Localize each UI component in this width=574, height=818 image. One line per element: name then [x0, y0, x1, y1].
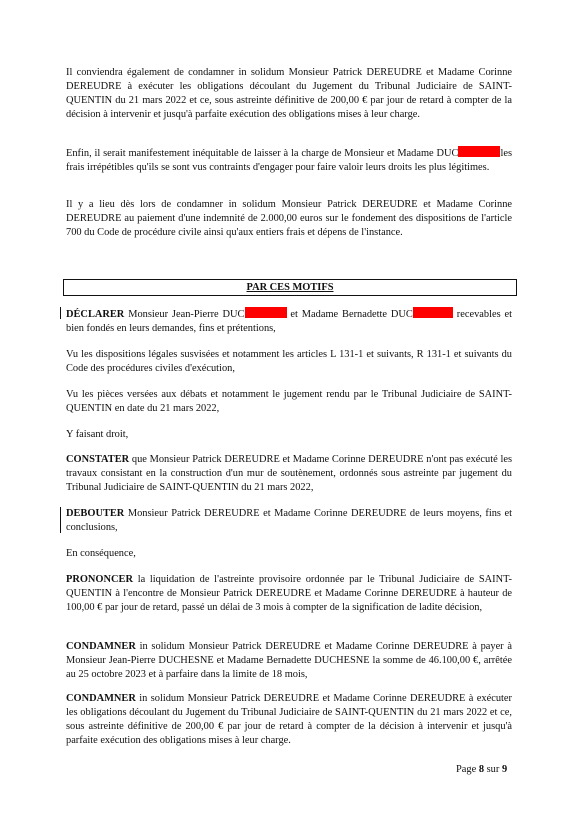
paragraph-prononcer: PRONONCER la liquidation de l'astreinte provisoire ordonnée par le Tribunal Judiciaire de SAINT-QUENTIN à l'encontre de Monsieur Patrick DEREUDRE et Madame Corinne DEREUDRE à hauteur de 100,00 € par jour de retard, passé un délai de 3 mois à compter de la signification de ladite décision,	[66, 574, 512, 613]
redaction-block	[245, 307, 287, 318]
paragraph-constater: CONSTATER que Monsieur Patrick DEREUDRE et Madame Corinne DEREUDRE n'ont pas exécuté les travaux consistant en la construction d'un mur de soutènement, ordonnés sous astreinte par jugement du Tribunal Judiciaire de SAINT-QUENTIN du 21 mars 2022,	[66, 454, 512, 493]
paragraph-condamner-execution: CONDAMNER in solidum Monsieur Patrick DEREUDRE et Madame Corinne DEREUDRE à exécuter les obligations découlant du Jugement du Tribunal Judiciaire de SAINT-QUENTIN du 21 mars 2022 et ce, sous astreinte définitive de 200,00 € par jour de retard à compter de la décision à intervenir et jusqu'à parfaite exécution des obligations mises à leur charge.	[66, 693, 512, 746]
paragraph-declarer: DÉCLARER Monsieur Jean-Pierre DUC et Madame Bernadette DUC recevables et bien fondés en leurs demandes, fins et prétentions,	[66, 309, 512, 334]
paragraph-condamner-paiement: CONDAMNER in solidum Monsieur Patrick DEREUDRE et Madame Corinne DEREUDRE à payer à Monsieur Jean-Pierre DUCHESNE et Madame Bernadette DUCHESNE la somme de 46.100,00 €, arrêtée au 25 octobre 2023 et à parfaire dans la limite de 18 mois,	[66, 641, 512, 680]
paragraph-condamnation-execution: Il conviendra également de condamner in solidum Monsieur Patrick DEREUDRE et Madame Corinne DEREUDRE à exécuter les obligations découlant du Jugement du Tribunal Judiciaire de SAINT-QUENTIN du 21 mars 2022 et ce, sous astreinte définitive de 200,00 € par jour de retard à compter de la décision à intervenir et jusqu'à parfaite exécution des obligations mises à leur charge.	[66, 67, 512, 120]
par-ces-motifs-heading: PAR CES MOTIFS	[63, 279, 517, 296]
paragraph-debouter: DEBOUTER Monsieur Patrick DEREUDRE et Madame Corinne DEREUDRE de leurs moyens, fins et conclusions,	[66, 508, 512, 533]
redaction-block	[413, 307, 453, 318]
margin-bar	[60, 507, 61, 533]
paragraph-vu-dispositions: Vu les dispositions légales susvisées et notamment les articles L 131-1 et suivants, R 131-1 et suivants du Code des procédures civiles d'exécution,	[66, 349, 512, 374]
paragraph-frais-irrepetibles: Enfin, il serait manifestement inéquitable de laisser à la charge de Monsieur et Madame DUC les frais irrépétibles qu'ils se sont vus contraints d'engager pour faire valoir leurs droits les plus légitimes.	[66, 148, 512, 173]
page-number: Page 8 sur 9	[456, 764, 508, 775]
paragraph-article-700: Il y a lieu dès lors de condamner in solidum Monsieur Patrick DEREUDRE et Madame Corinne DEREUDRE au paiement d'une indemnité de 2.000,00 euros sur le fondement des dispositions de l'article 700 du Code de procédure civile ainsi qu'aux entiers frais et dépens de l'instance.	[66, 199, 512, 238]
paragraph-consequence: En conséquence,	[66, 548, 136, 559]
paragraph-vu-pieces: Vu les pièces versées aux débats et notamment le jugement rendu par le Tribunal Judiciaire de SAINT-QUENTIN en date du 21 mars 2022,	[66, 389, 512, 414]
redaction-block	[458, 146, 500, 157]
paragraph-faisant-droit: Y faisant droit,	[66, 429, 129, 440]
margin-bar	[60, 307, 61, 319]
